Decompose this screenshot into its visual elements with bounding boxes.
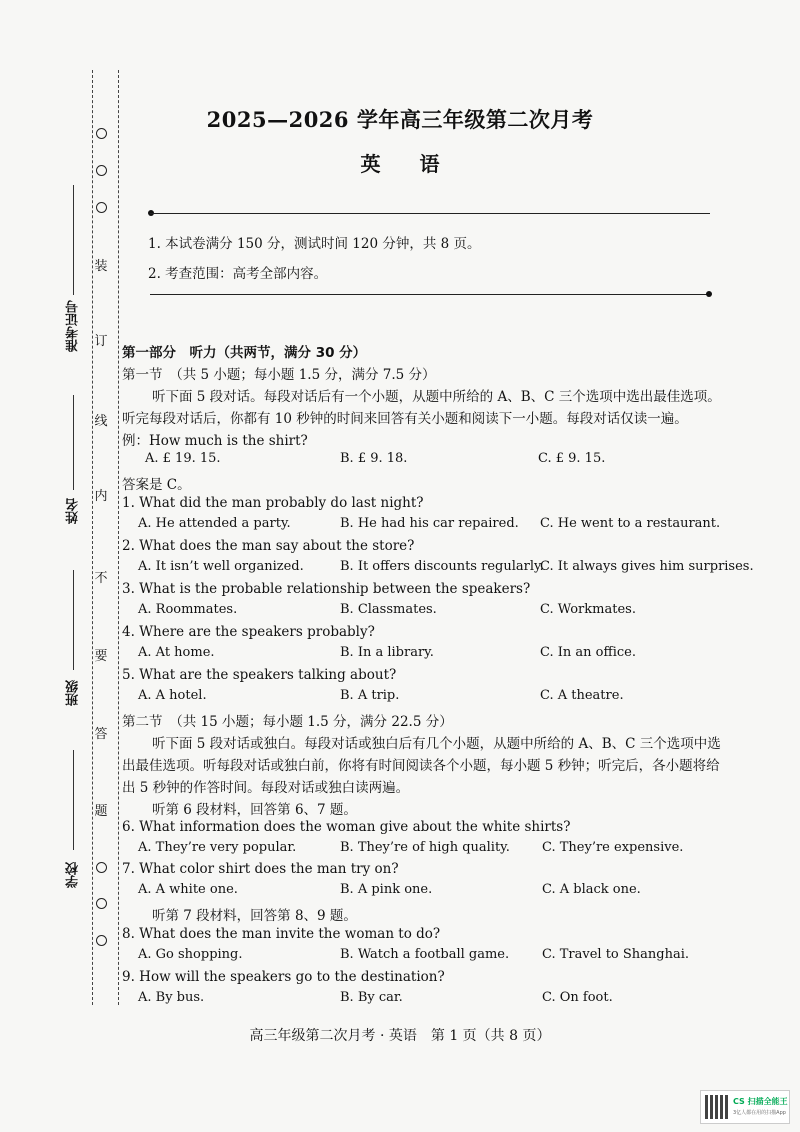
option: B. In a library. bbox=[340, 645, 434, 660]
option: B. A trip. bbox=[340, 688, 400, 703]
margin-char: 装 bbox=[94, 259, 108, 274]
header-rule-top bbox=[150, 213, 710, 214]
qr-code-icon bbox=[705, 1095, 729, 1119]
margin-char: 答 bbox=[94, 727, 108, 742]
example-question: 例：How much is the shirt? bbox=[122, 433, 308, 449]
instruction-line: 出 5 秒钟的作答时间。每段对话或独白读两遍。 bbox=[122, 780, 410, 796]
scanner-logo: CS bbox=[733, 1097, 745, 1106]
option: C. Travel to Shanghai. bbox=[542, 947, 690, 962]
note-line: 1. 本试卷满分 150 分，测试时间 120 分钟，共 8 页。 bbox=[148, 236, 481, 252]
margin-char: 不 bbox=[94, 571, 108, 586]
question: 7. What color shirt does the man try on? bbox=[122, 861, 399, 877]
margin-char: 内 bbox=[94, 489, 108, 504]
option: B. Classmates. bbox=[340, 602, 437, 617]
field-label-exam-id: 准考证号 bbox=[66, 300, 81, 352]
binding-dashed-line bbox=[92, 70, 93, 1005]
section-heading: 第二节 （共 15 小题；每小题 1.5 分，满分 22.5 分） bbox=[122, 714, 453, 730]
field-line bbox=[73, 395, 74, 490]
question: 3. What is the probable relationship between the speakers? bbox=[122, 581, 531, 597]
instruction-line: 出最佳选项。听每段对话或独白前，你将有时间阅读各个小题，每小题 5 秒钟；听完后，各小题将给 bbox=[122, 758, 720, 774]
exam-title: 2025—2026 学年高三年级第二次月考 bbox=[206, 107, 594, 132]
field-label-school: 学校 bbox=[66, 862, 81, 888]
instruction-line: 听下面 5 段对话。每段对话后有一个小题，从题中所给的 A、B、C 三个选项中选出最佳选项。 bbox=[152, 389, 721, 405]
option: A. A hotel. bbox=[138, 688, 207, 703]
header-rule-bottom bbox=[150, 294, 710, 295]
scanner-tagline: 3亿人都在用的扫描App bbox=[733, 1110, 786, 1116]
option: C. A theatre. bbox=[540, 688, 624, 703]
binding-dashed-line-inner bbox=[118, 70, 119, 1005]
question: 5. What are the speakers talking about? bbox=[122, 667, 397, 683]
option: C. They’re expensive. bbox=[542, 840, 684, 855]
question: 1. What did the man probably do last night? bbox=[122, 495, 424, 511]
option: A. He attended a party. bbox=[138, 516, 291, 531]
exam-subject: 英 语 bbox=[360, 152, 456, 176]
question: 9. How will the speakers go to the destination? bbox=[122, 969, 445, 985]
option: C. On foot. bbox=[542, 990, 613, 1005]
option: C. He went to a restaurant. bbox=[540, 516, 721, 531]
margin-char: 题 bbox=[94, 804, 108, 819]
option: A. Roommates. bbox=[138, 602, 238, 617]
section-heading: 第一节 （共 5 小题；每小题 1.5 分，满分 7.5 分） bbox=[122, 367, 436, 383]
question: 8. What does the man invite the woman to do? bbox=[122, 926, 441, 942]
option: A. A white one. bbox=[138, 882, 238, 897]
option: A. By bus. bbox=[138, 990, 205, 1005]
note-line: 2. 考查范围：高考全部内容。 bbox=[148, 266, 328, 282]
margin-char: 订 bbox=[94, 334, 108, 349]
sub-instruction: 听第 6 段材料，回答第 6、7 题。 bbox=[152, 802, 357, 818]
option: A. They’re very popular. bbox=[138, 840, 297, 855]
binding-hole-icon bbox=[96, 935, 107, 946]
field-line bbox=[73, 570, 74, 670]
question: 2. What does the man say about the store? bbox=[122, 538, 415, 554]
scanner-name: 扫描全能王 bbox=[747, 1097, 788, 1106]
instruction-line: 听完每段对话后，你都有 10 秒钟的时间来回答有关小题和阅读下一小题。每段对话仅读一遍。 bbox=[122, 411, 688, 427]
option: B. A pink one. bbox=[340, 882, 433, 897]
option: C. In an office. bbox=[540, 645, 636, 660]
margin-char: 要 bbox=[94, 649, 108, 664]
option: C. It always gives him surprises. bbox=[540, 559, 754, 574]
instruction-line: 听下面 5 段对话或独白。每段对话或独白后有几个小题，从题中所给的 A、B、C 三个选项中选 bbox=[152, 736, 721, 752]
option: A. It isn’t well organized. bbox=[138, 559, 304, 574]
option: B. By car. bbox=[340, 990, 403, 1005]
margin-char: 线 bbox=[94, 414, 108, 429]
scanner-watermark bbox=[700, 1090, 790, 1124]
option: B. It offers discounts regularly. bbox=[340, 559, 544, 574]
option: C. A black one. bbox=[542, 882, 641, 897]
rule-dot-icon bbox=[706, 291, 712, 297]
example-option: B. £ 9. 18. bbox=[340, 451, 408, 466]
binding-hole-icon bbox=[96, 862, 107, 873]
option: B. Watch a football game. bbox=[340, 947, 510, 962]
field-label-class: 班级 bbox=[66, 680, 81, 706]
part-heading: 第一部分 听力（共两节，满分 30 分） bbox=[122, 345, 367, 361]
sub-instruction: 听第 7 段材料，回答第 8、9 题。 bbox=[152, 908, 357, 924]
option: A. Go shopping. bbox=[138, 947, 243, 962]
question: 6. What information does the woman give about the white shirts? bbox=[122, 819, 571, 835]
example-option: C. £ 9. 15. bbox=[538, 451, 606, 466]
field-line bbox=[73, 185, 74, 295]
example-answer: 答案是 C。 bbox=[122, 477, 191, 493]
option: A. At home. bbox=[138, 645, 215, 660]
page-footer: 高三年级第二次月考 · 英语 第 1 页（共 8 页） bbox=[249, 1028, 551, 1044]
option: B. They’re of high quality. bbox=[340, 840, 510, 855]
scanner-label bbox=[733, 1096, 788, 1107]
binding-hole-icon bbox=[96, 898, 107, 909]
field-label-name: 姓名 bbox=[66, 498, 81, 524]
question: 4. Where are the speakers probably? bbox=[122, 624, 375, 640]
option: C. Workmates. bbox=[540, 602, 636, 617]
field-line bbox=[73, 750, 74, 850]
option: B. He had his car repaired. bbox=[340, 516, 519, 531]
example-option: A. £ 19. 15. bbox=[145, 451, 221, 466]
binding-hole-icon bbox=[96, 202, 107, 213]
